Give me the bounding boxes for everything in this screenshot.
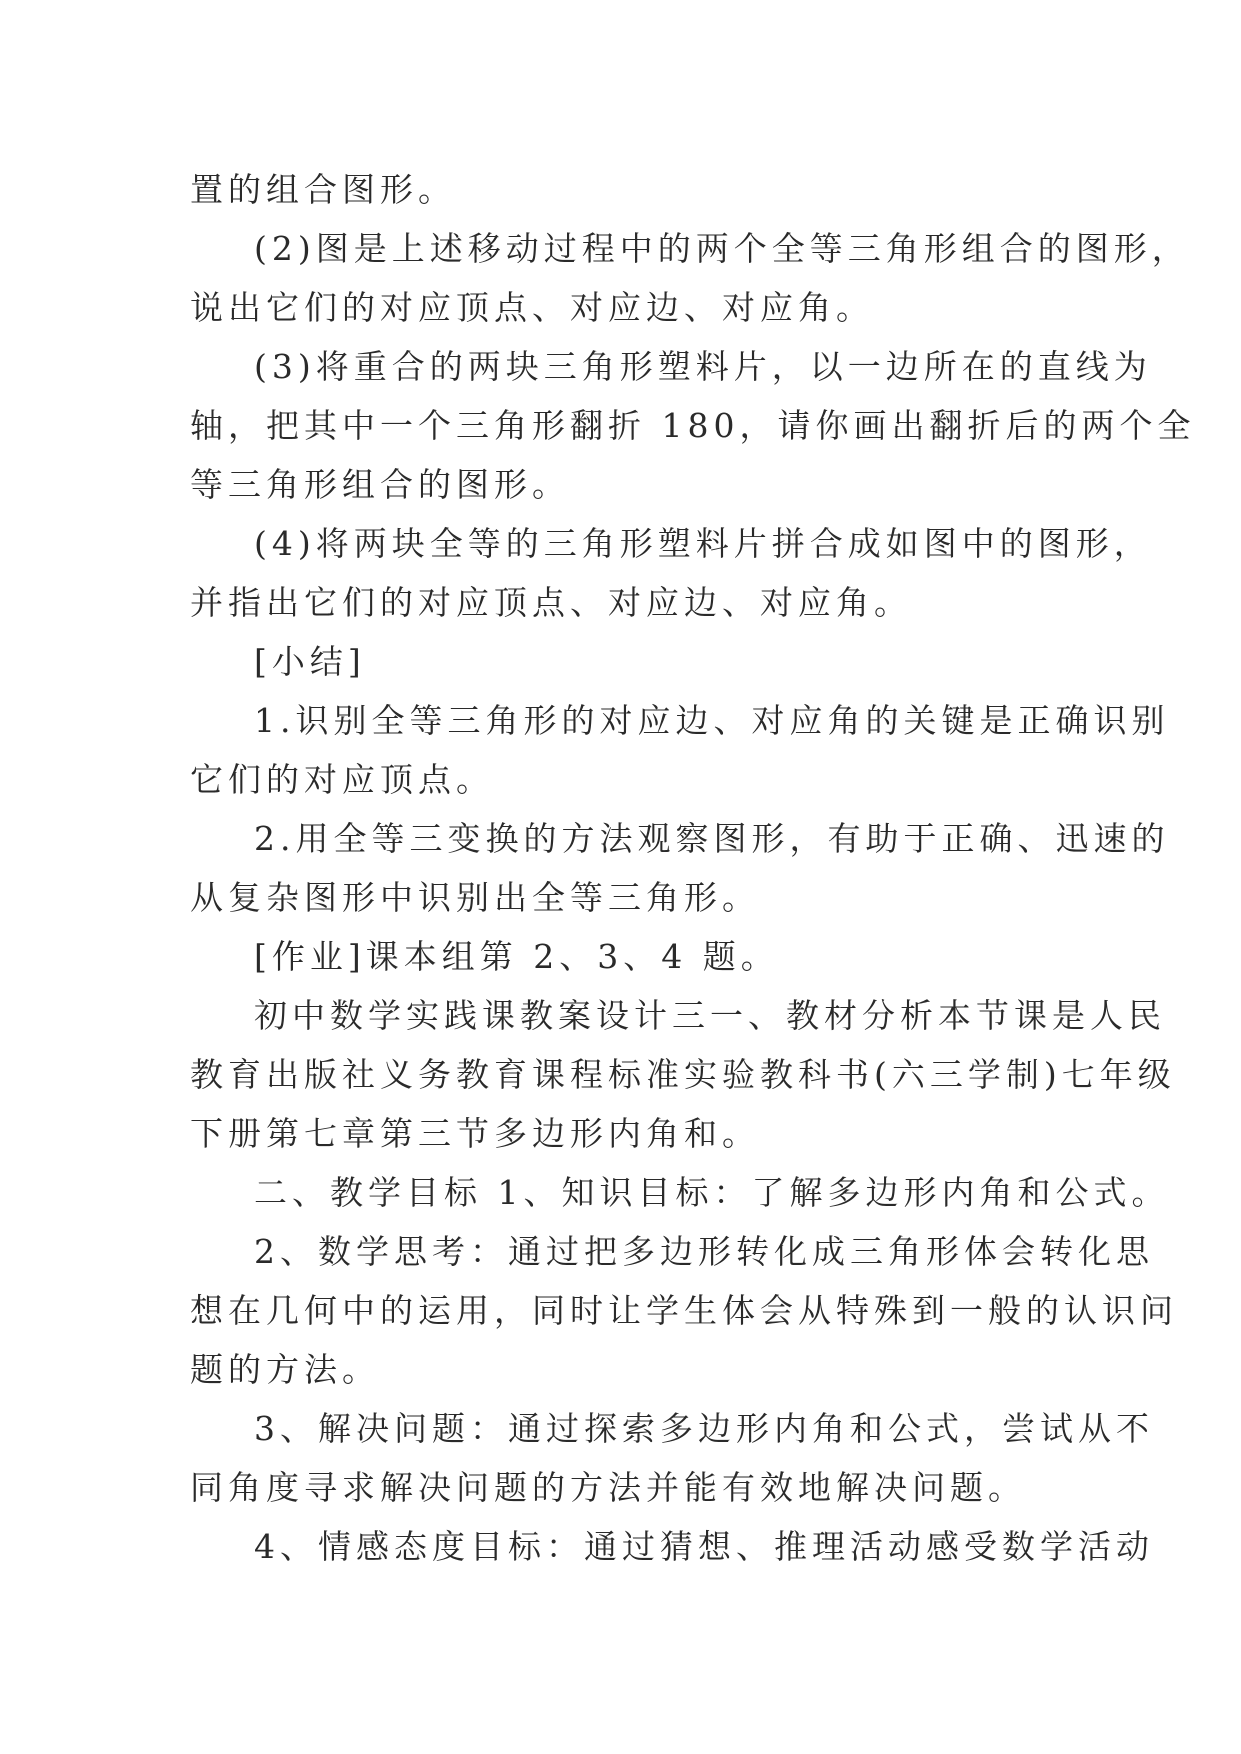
text-line: 二、教学目标 1、知识目标：了解多边形内角和公式。 (254, 1173, 1170, 1212)
text-line: (2)图是上述移动过程中的两个全等三角形组合的图形， (254, 229, 1190, 268)
text-line: 1.识别全等三角形的对应边、对应角的关键是正确识别 (254, 701, 1170, 740)
text-line: 初中数学实践课教案设计三一、教材分析本节课是人民 (254, 996, 1166, 1035)
text-line: 题的方法。 (190, 1350, 380, 1389)
text-line: 4、情感态度目标：通过猜想、推理活动感受数学活动 (254, 1527, 1154, 1566)
text-line: 教育出版社义务教育课程标准实验教科书(六三学制)七年级 (190, 1055, 1176, 1094)
text-line: 2.用全等三变换的方法观察图形，有助于正确、迅速的 (254, 819, 1170, 858)
text-line: 从复杂图形中识别出全等三角形。 (190, 878, 760, 917)
section-heading: [小结] (254, 642, 366, 681)
text-line: 等三角形组合的图形。 (190, 465, 570, 504)
text-line: 想在几何中的运用，同时让学生体会从特殊到一般的认识问 (190, 1291, 1178, 1330)
text-line: (4)将两块全等的三角形塑料片拼合成如图中的图形， (254, 524, 1152, 563)
text-line: 3、解决问题：通过探索多边形内角和公式，尝试从不 (254, 1409, 1154, 1448)
text-line: 同角度寻求解决问题的方法并能有效地解决问题。 (190, 1468, 1026, 1507)
text-line: 并指出它们的对应顶点、对应边、对应角。 (190, 583, 912, 622)
text-line: 下册第七章第三节多边形内角和。 (190, 1114, 760, 1153)
text-line: 2、数学思考：通过把多边形转化成三角形体会转化思 (254, 1232, 1154, 1271)
text-line: (3)将重合的两块三角形塑料片，以一边所在的直线为 (254, 347, 1152, 386)
body-text (190, 160, 1196, 1576)
text-line: [作业]课本组第 2、3、4 题。 (254, 937, 779, 976)
text-line: 它们的对应顶点。 (190, 760, 494, 799)
text-line: 轴，把其中一个三角形翻折 180，请你画出翻折后的两个全 (190, 406, 1196, 445)
text-line: 置的组合图形。 (190, 170, 456, 209)
text-line: 说出它们的对应顶点、对应边、对应角。 (190, 288, 874, 327)
